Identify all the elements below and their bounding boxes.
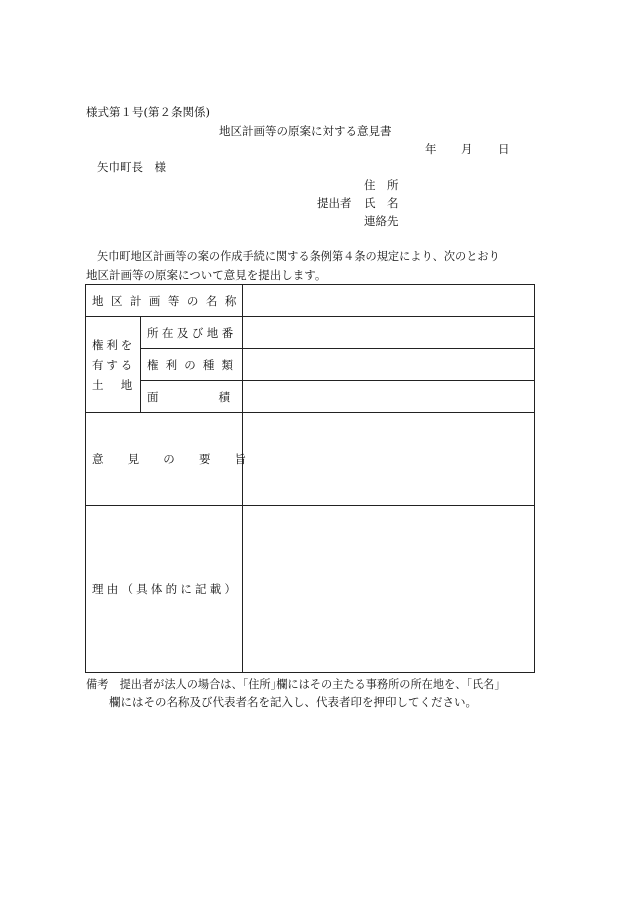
right-type-label: 権利の種類 bbox=[141, 349, 243, 381]
land-label-line-3: 土 地 bbox=[92, 377, 136, 392]
body-text-line-1: 矢巾町地区計画等の案の作成手続に関する条例第４条の規定により、次のとおり bbox=[97, 250, 500, 263]
date-year-label: 年 bbox=[425, 142, 437, 156]
area-label-left: 面 bbox=[147, 389, 159, 404]
addressee: 矢巾町長 様 bbox=[97, 160, 166, 174]
reason-label: 理由（具体的に記載） bbox=[86, 506, 243, 673]
reason-field[interactable] bbox=[243, 506, 535, 673]
land-label-line-1: 権利を bbox=[92, 337, 136, 352]
page-title: 地区計画等の原案に対する意見書 bbox=[219, 124, 392, 138]
form-number: 様式第１号(第２条関係) bbox=[86, 105, 210, 119]
opinion-field[interactable] bbox=[243, 413, 535, 506]
area-field[interactable] bbox=[243, 381, 535, 413]
body-text-line-2: 地区計画等の原案について意見を提出します。 bbox=[86, 268, 327, 282]
submitter-name-label: 氏 名 bbox=[364, 196, 399, 210]
opinion-label: 意見の要旨 bbox=[86, 413, 243, 506]
submitter-heading: 提出者 bbox=[317, 196, 352, 210]
location-label: 所在及び地番 bbox=[141, 317, 243, 349]
right-type-field[interactable] bbox=[243, 349, 535, 381]
land-label-line-2: 有する bbox=[92, 357, 136, 372]
area-label-right: 積 bbox=[218, 389, 230, 404]
location-field[interactable] bbox=[243, 317, 535, 349]
date-month-label: 月 bbox=[461, 142, 473, 156]
notes-line-1: 備考 提出者が法人の場合は、｢住所｣欄にはその主たる事務所の所在地を、｢氏名｣ bbox=[86, 678, 500, 691]
land-label bbox=[86, 317, 141, 413]
plan-name-label: 地区計画等の名称 bbox=[86, 285, 243, 317]
submitter-address-label: 住 所 bbox=[364, 178, 399, 192]
notes-line-2: 欄にはその名称及び代表者名を記入し、代表者印を押印してください。 bbox=[109, 695, 477, 709]
submitter-contact-label: 連絡先 bbox=[364, 214, 399, 228]
area-label bbox=[141, 381, 243, 413]
plan-name-field[interactable] bbox=[243, 285, 535, 317]
date-day-label: 日 bbox=[498, 142, 510, 156]
opinion-form-table bbox=[85, 284, 535, 673]
